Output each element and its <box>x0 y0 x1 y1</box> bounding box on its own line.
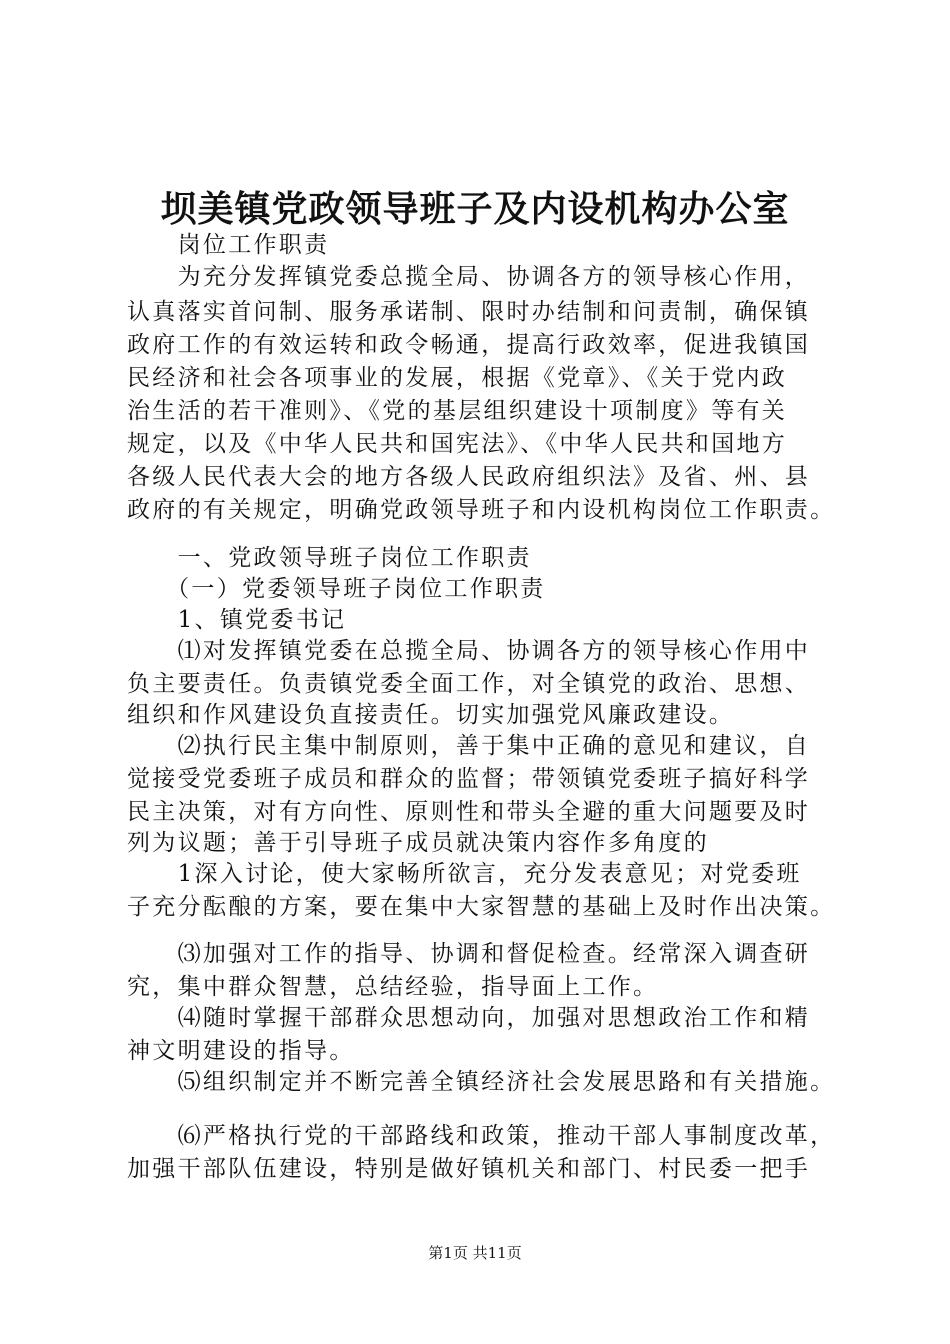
paragraph-line: 民经济和社会各项事业的发展，根据《党章》、《关于党内政 <box>127 365 788 391</box>
paragraph-line: 神文明建设的指导。 <box>127 1038 355 1064</box>
paragraph-line: 民主决策，对有方向性、原则性和带头全避的重大问题要及时 <box>127 799 811 825</box>
section-heading: 一、党政领导班子岗位工作职责 <box>127 545 532 571</box>
paragraph-line: 究，集中群众智慧，总结经验，指导面上工作。 <box>127 974 659 1000</box>
paragraph-line: 岗位工作职责 <box>127 232 330 258</box>
paragraph-line: 觉接受党委班子成员和群众的监督；带领镇党委班子搞好科学 <box>127 766 811 792</box>
paragraph-line: ⑹严格执行党的干部路线和政策，推动干部人事制度改革， <box>127 1123 836 1149</box>
paragraph-line: 政府工作的有效运转和政令畅通，提高行政效率，促进我镇国 <box>127 332 811 358</box>
paragraph-line: ⑴对发挥镇党委在总揽全局、协调各方的领导核心作用中 <box>127 638 811 664</box>
paragraph-line: 政府的有关规定，明确党政领导班子和内设机构岗位工作职责。 <box>127 497 836 523</box>
paragraph-line: ⑶加强对工作的指导、协调和督促检查。经常深入调查研 <box>127 941 811 967</box>
paragraph-line: 规定，以及《中华人民共和国宪法》、《中华人民共和国地方 <box>127 431 788 457</box>
paragraph-line: 加强干部队伍建设，特别是做好镇机关和部门、村民委一把手 <box>127 1156 811 1182</box>
paragraph-line: ⑸组织制定并不断完善全镇经济社会发展思路和有关措施。 <box>127 1069 836 1095</box>
document-title: 坝美镇党政领导班子及内设机构办公室 <box>160 188 790 230</box>
paragraph-line: ⑷随时掌握干部群众思想动向，加强对思想政治工作和精 <box>127 1005 811 1031</box>
item-heading: 1、镇党委书记 <box>127 607 347 633</box>
subsection-heading: （一）党委领导班子岗位工作职责 <box>127 576 546 602</box>
paragraph-line: 负主要责任。负责镇党委全面工作，对全镇党的政治、思想、 <box>127 671 811 697</box>
paragraph-line: 1深入讨论，使大家畅所欲言，充分发表意见；对党委班 <box>127 861 802 887</box>
paragraph-line: 列为议题；善于引导班子成员就决策内容作多角度的 <box>127 830 709 856</box>
paragraph-line: 治生活的若干准则》、《党的基层组织建设十项制度》等有关 <box>127 398 788 424</box>
paragraph-line: 组织和作风建设负直接责任。切实加强党风廉政建设。 <box>127 702 735 728</box>
page-number-footer: 第1页 共11页 <box>428 1244 522 1262</box>
paragraph-line: 子充分酝酿的方案，要在集中大家智慧的基础上及时作出决策。 <box>127 894 836 920</box>
paragraph-line: 各级人民代表大会的地方各级人民政府组织法》及省、州、县 <box>127 464 811 490</box>
paragraph-line: 为充分发挥镇党委总揽全局、协调各方的领导核心作用， <box>127 264 811 290</box>
paragraph-line: ⑵执行民主集中制原则，善于集中正确的意见和建议，自 <box>127 733 811 759</box>
paragraph-line: 认真落实首问制、服务承诺制、限时办结制和问责制，确保镇 <box>127 299 811 325</box>
